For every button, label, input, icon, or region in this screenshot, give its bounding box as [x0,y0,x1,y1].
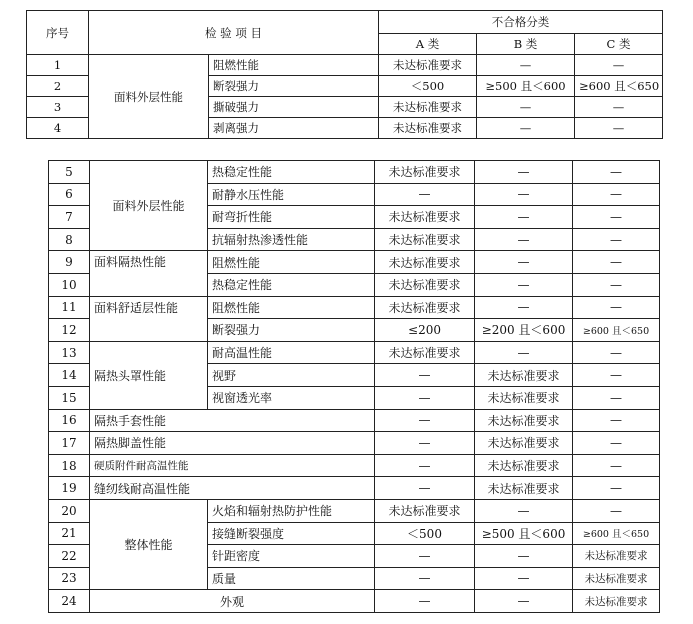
header-class-a: A 类 [379,34,477,55]
class-b-cell: — [475,590,573,613]
class-b-cell: — [477,118,575,139]
header-class-c: C 类 [575,34,663,55]
class-a-cell: 未达标准要求 [375,296,475,319]
header-no: 序号 [27,11,89,55]
group-label: 面料隔热性能 [90,251,208,296]
class-a-cell: — [375,454,475,477]
class-b-cell: — [477,97,575,118]
class-a-cell: — [375,590,475,613]
row-no: 11 [49,296,90,319]
class-a-cell: — [375,183,475,206]
class-c-cell: — [575,97,663,118]
class-c-cell: ≥600 且＜650 [575,76,663,97]
class-a-cell: — [375,364,475,387]
row-no: 23 [49,567,90,590]
class-b-cell: 未达标准要求 [475,364,573,387]
class-a-cell: 未达标准要求 [375,341,475,364]
sub-item: 断裂强力 [208,319,375,342]
class-b-cell: 未达标准要求 [475,477,573,500]
class-c-cell: — [573,454,660,477]
class-a-cell: 未达标准要求 [379,97,477,118]
class-c-cell: — [573,432,660,455]
sub-item: 针距密度 [208,545,375,568]
class-a-cell: — [375,567,475,590]
class-b-cell: — [475,296,573,319]
table-row [49,477,660,500]
row-no: 17 [49,432,90,455]
class-c-cell: — [575,55,663,76]
sub-item: 阻燃性能 [208,296,375,319]
table-row [49,432,660,455]
class-b-cell: — [475,183,573,206]
class-b-cell: — [475,251,573,274]
class-a-cell: 未达标准要求 [375,161,475,184]
class-c-cell: — [573,183,660,206]
class-c-cell: — [575,118,663,139]
sub-item: 视野 [208,364,375,387]
sub-item: 断裂强力 [209,76,379,97]
class-c-cell: ≥600 且＜650 [573,319,660,342]
row-no: 9 [49,251,90,274]
defect-classification-table-main [48,160,660,613]
table-row [27,55,663,76]
sub-item: 剥离强力 [209,118,379,139]
group-label: 面料外层性能 [90,161,208,251]
table-row [49,590,660,613]
class-b-cell: — [477,55,575,76]
class-b-cell: 未达标准要求 [475,454,573,477]
class-c-cell: — [573,386,660,409]
row-no: 24 [49,590,90,613]
class-b-cell: — [475,545,573,568]
sub-item: 耐静水压性能 [208,183,375,206]
class-b-cell: — [475,161,573,184]
class-a-cell: — [375,477,475,500]
row-no: 1 [27,55,89,76]
row-no: 7 [49,206,90,229]
class-a-cell: 未达标准要求 [375,228,475,251]
class-b-cell: — [475,567,573,590]
table-row [49,161,660,184]
class-c-cell: — [573,364,660,387]
table-row [49,409,660,432]
class-c-cell: — [573,499,660,522]
class-c-cell: 未达标准要求 [573,567,660,590]
row-no: 13 [49,341,90,364]
class-a-cell: 未达标准要求 [375,251,475,274]
sub-item: 阻燃性能 [209,55,379,76]
class-b-cell: ≥500 且＜600 [475,522,573,545]
class-a-cell: ≤200 [375,319,475,342]
class-b-cell: — [475,499,573,522]
sub-item: 阻燃性能 [208,251,375,274]
group-label: 整体性能 [90,499,208,589]
class-c-cell: 未达标准要求 [573,545,660,568]
class-c-cell: — [573,477,660,500]
class-a-cell: 未达标准要求 [375,206,475,229]
class-b-cell: — [475,206,573,229]
row-no: 14 [49,364,90,387]
item-label: 外观 [90,590,375,613]
class-a-cell: ＜500 [375,522,475,545]
row-no: 21 [49,522,90,545]
row-no: 15 [49,386,90,409]
row-no: 5 [49,161,90,184]
class-b-cell: 未达标准要求 [475,432,573,455]
class-c-cell: — [573,409,660,432]
sub-item: 耐高温性能 [208,341,375,364]
table-row [49,251,660,274]
row-no: 19 [49,477,90,500]
class-a-cell: — [375,386,475,409]
row-no: 12 [49,319,90,342]
class-a-cell: 未达标准要求 [379,55,477,76]
table-row [49,296,660,319]
class-c-cell: — [573,161,660,184]
class-a-cell: 未达标准要求 [379,118,477,139]
class-b-cell: 未达标准要求 [475,409,573,432]
class-c-cell: — [573,206,660,229]
class-c-cell: — [573,296,660,319]
row-no: 20 [49,499,90,522]
class-a-cell: 未达标准要求 [375,499,475,522]
item-label: 隔热手套性能 [90,409,375,432]
table-row [49,499,660,522]
class-c-cell: — [573,273,660,296]
class-c-cell: 未达标准要求 [573,590,660,613]
class-c-cell: — [573,341,660,364]
row-no: 3 [27,97,89,118]
row-no: 10 [49,273,90,296]
item-label: 缝纫线耐高温性能 [90,477,375,500]
row-no: 22 [49,545,90,568]
row-no: 18 [49,454,90,477]
sub-item: 视窗透光率 [208,386,375,409]
header-inspection-item: 检 验 项 目 [89,11,379,55]
class-b-cell: 未达标准要求 [475,386,573,409]
row-no: 2 [27,76,89,97]
sub-item: 撕破强力 [209,97,379,118]
header-defect-class: 不合格分类 [379,11,663,34]
class-a-cell: 未达标准要求 [375,273,475,296]
class-b-cell: ≥500 且＜600 [477,76,575,97]
row-no: 6 [49,183,90,206]
row-no: 4 [27,118,89,139]
group-label: 面料外层性能 [89,55,209,139]
row-no: 16 [49,409,90,432]
class-a-cell: — [375,432,475,455]
table-row [49,341,660,364]
class-a-cell: ＜500 [379,76,477,97]
item-label: 硬质附件耐高温性能 [90,454,375,477]
group-label: 隔热头罩性能 [90,341,208,409]
class-b-cell: — [475,228,573,251]
sub-item: 火焰和辐射热防护性能 [208,499,375,522]
class-b-cell: — [475,341,573,364]
item-label: 隔热脚盖性能 [90,432,375,455]
class-b-cell: ≥200 且＜600 [475,319,573,342]
group-label: 面料舒适层性能 [90,296,208,341]
class-a-cell: — [375,545,475,568]
table-row [49,454,660,477]
sub-item: 热稳定性能 [208,161,375,184]
row-no: 8 [49,228,90,251]
sub-item: 接缝断裂强度 [208,522,375,545]
class-c-cell: — [573,251,660,274]
class-c-cell: ≥600 且＜650 [573,522,660,545]
defect-classification-table-top [26,10,663,139]
sub-item: 质量 [208,567,375,590]
header-class-b: B 类 [477,34,575,55]
sub-item: 热稳定性能 [208,273,375,296]
class-b-cell: — [475,273,573,296]
class-c-cell: — [573,228,660,251]
class-a-cell: — [375,409,475,432]
sub-item: 耐弯折性能 [208,206,375,229]
sub-item: 抗辐射热渗透性能 [208,228,375,251]
